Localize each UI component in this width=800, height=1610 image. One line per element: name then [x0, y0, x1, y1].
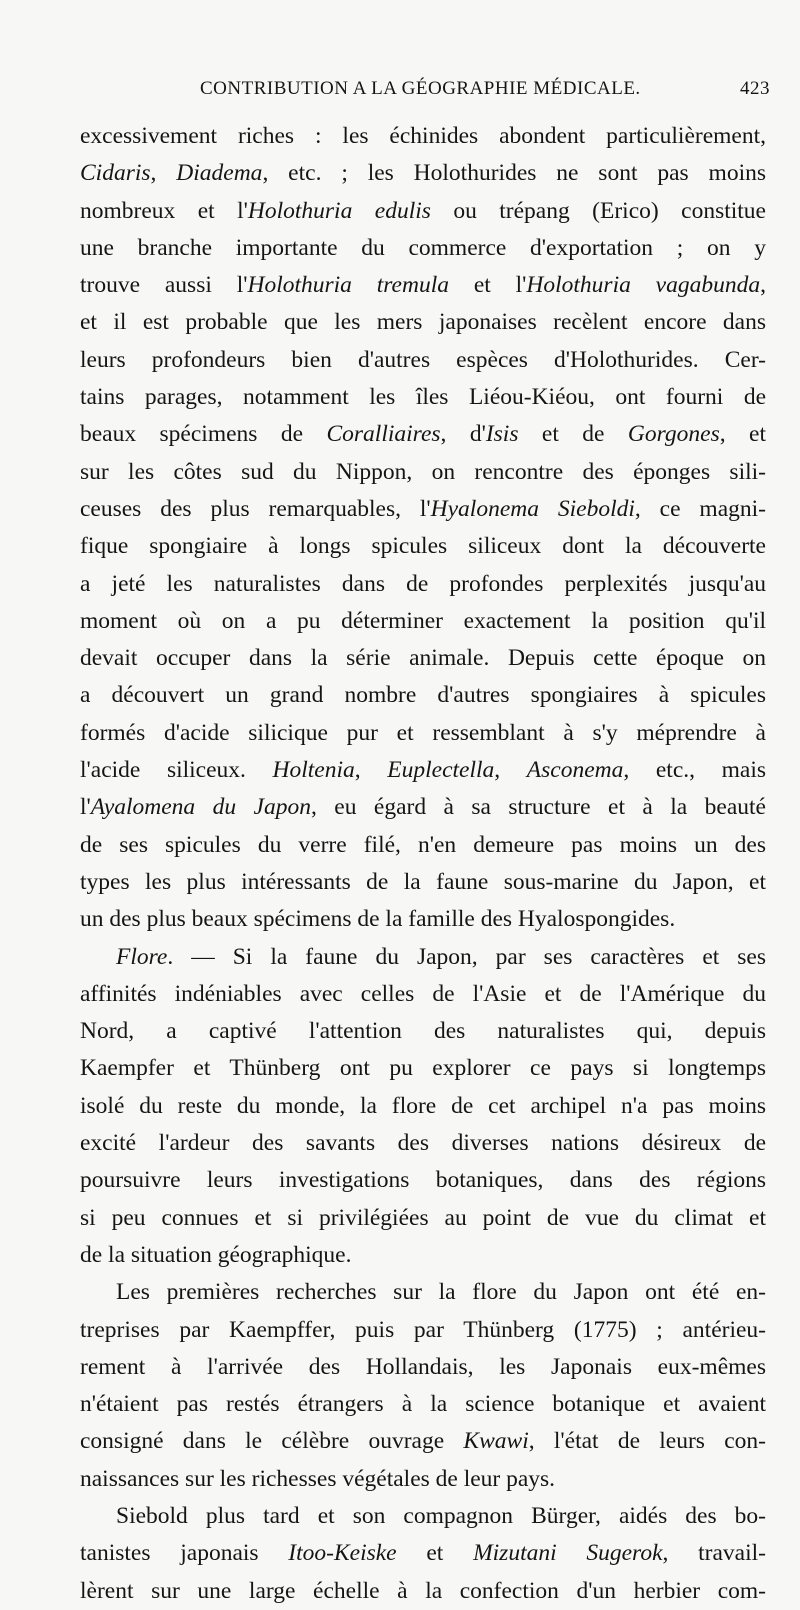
italic-term: Gorgones [627, 421, 720, 448]
text-line [80, 1573, 766, 1610]
text-run: affinités indéniables avec celles de l'Asie et de l'Amérique du [80, 980, 766, 1007]
text-line [80, 864, 766, 901]
text-line [80, 1200, 766, 1237]
text-line [80, 416, 766, 453]
text-line [80, 342, 766, 379]
text-line [80, 1349, 766, 1386]
text-run: , eu égard à sa structure et à la beauté [310, 794, 766, 821]
text-run: l' [80, 794, 91, 821]
text-run: , [760, 272, 766, 299]
text-run: leurs profondeurs bien d'autres espèces d'Holothurides. Cer- [80, 346, 766, 373]
text-run: formés d'acide silicique pur et ressemblant à s'y méprendre à [80, 719, 766, 746]
text-line [80, 454, 766, 491]
text-run: beaux spécimens de [80, 421, 327, 448]
text-run: , etc., mais [623, 757, 767, 784]
running-title: CONTRIBUTION A LA GÉOGRAPHIE MÉDICALE. [200, 78, 641, 99]
text-line [80, 752, 766, 789]
italic-term: Mizutani Sugerok [473, 1540, 663, 1567]
text-run: trouve aussi l' [80, 272, 248, 299]
text-run: Kaempfer et Thünberg ont pu explorer ce pays si longtemps [80, 1055, 766, 1082]
text-run: lèrent sur une large échelle à la confection d'un herbier com- [80, 1577, 766, 1604]
text-run: ceuses des plus remarquables, l' [80, 495, 431, 522]
text-line [80, 155, 766, 192]
italic-term: Kwawi [463, 1428, 529, 1455]
text-run: a découvert un grand nombre d'autres spongiaires à spicules [80, 682, 766, 709]
italic-term: Holtenia [272, 757, 355, 784]
text-run: et de [518, 421, 628, 448]
text-run: tains parages, notamment les îles Liéou-Kiéou, ont fourni de [80, 384, 766, 411]
italic-term: Itoo-Keiske [288, 1540, 397, 1567]
text-line [80, 1535, 766, 1572]
italic-term: Diadema [176, 160, 263, 187]
text-run: rement à l'arrivée des Hollandais, les Japonais eux-mêmes [80, 1353, 766, 1380]
italic-term: Flore [116, 943, 168, 970]
text-run: fique spongiaire à longs spicules siliceux dont la découverte [80, 533, 766, 560]
text-line [80, 715, 766, 752]
text-run: Nord, a captivé l'attention des naturalistes qui, depuis [80, 1018, 766, 1045]
text-run: ou trépang (Erico) constitue [430, 197, 766, 224]
text-run: et [396, 1540, 474, 1567]
text-run: . — Si la faune du Japon, par ses caractères et ses [167, 943, 766, 970]
text-run: sur les côtes sud du Nippon, on rencontre des éponges sili- [80, 458, 766, 485]
italic-term: Holothuria vagabunda [526, 272, 761, 299]
text-line [80, 640, 766, 677]
text-run: de la situation géographique. [80, 1241, 352, 1268]
text-line [80, 1237, 766, 1274]
text-run: , d' [440, 421, 486, 448]
text-run: excité l'ardeur des savants des diverses nations désireux de [80, 1130, 766, 1157]
text-run: , travail- [662, 1540, 766, 1567]
text-line [80, 1386, 766, 1423]
page-number: 423 [740, 78, 770, 99]
text-line [80, 1423, 766, 1460]
text-run: , et [719, 421, 767, 448]
text-line [80, 118, 766, 155]
text-run: l'acide siliceux. [80, 757, 273, 784]
italic-term: Isis [485, 421, 519, 448]
italic-term: Holothuria tremula [247, 272, 449, 299]
italic-term: Holothuria edulis [247, 197, 431, 224]
text-run: poursuivre leurs investigations botaniques, dans des régions [80, 1167, 766, 1194]
italic-term: Euplectella [387, 757, 495, 784]
text-run: , ce magni- [634, 495, 766, 522]
text-run: , [150, 160, 177, 187]
text-run: , [494, 757, 527, 784]
text-line [80, 939, 766, 976]
text-run: excessivement riches : les échinides abondent particulièrement, [80, 123, 766, 149]
text-run: de ses spicules du verre filé, n'en demeure pas moins un des [80, 831, 766, 858]
text-run: un des plus beaux spécimens de la famille des Hyalospongides. [80, 906, 676, 933]
text-line [80, 230, 766, 267]
italic-term: Cidaris [80, 160, 151, 187]
text-line [80, 1461, 766, 1498]
text-line [80, 603, 766, 640]
text-line [80, 566, 766, 603]
text-line [80, 677, 766, 714]
text-run: si peu connues et si privilégiées au point de vue du climat et [80, 1204, 766, 1231]
text-line [80, 1125, 766, 1162]
text-line [80, 193, 766, 230]
text-line [80, 304, 766, 341]
body-text [80, 118, 766, 1610]
text-line [80, 1162, 766, 1199]
text-line [80, 1274, 766, 1311]
text-run: treprises par Kaempffer, puis par Thünberg (1775) ; antérieu- [80, 1316, 766, 1343]
text-line [80, 827, 766, 864]
italic-term: Coralliaires [326, 421, 441, 448]
text-line [80, 491, 766, 528]
text-line [80, 1088, 766, 1125]
text-run: a jeté les naturalistes dans de profondes perplexités jusqu'au [80, 570, 766, 597]
text-run: et il est probable que les mers japonaises recèlent encore dans [80, 309, 766, 336]
text-run: Siebold plus tard et son compagnon Bürger, aidés des bo- [116, 1502, 766, 1529]
text-run: types les plus intéressants de la faune sous-marine du Japon, et [80, 868, 766, 895]
text-line [80, 267, 766, 304]
italic-term: Asconema [526, 757, 624, 784]
text-line [80, 1013, 766, 1050]
text-run: , etc. ; les Holothurides ne sont pas moins [262, 160, 766, 187]
text-run: moment où on a pu déterminer exactement la position qu'il [80, 607, 766, 634]
text-run: nombreux et l' [80, 197, 248, 224]
text-run: isolé du reste du monde, la flore de cet archipel n'a pas moins [80, 1092, 766, 1119]
italic-term: Ayalomena du Japon [90, 794, 311, 821]
text-line [80, 789, 766, 826]
text-run: consigné dans le célèbre ouvrage [80, 1428, 464, 1455]
text-line [80, 901, 766, 938]
text-line [80, 528, 766, 565]
text-line [80, 379, 766, 416]
text-line [80, 1312, 766, 1349]
text-run: devait occuper dans la série animale. Depuis cette époque on [80, 645, 766, 672]
text-run: Les premières recherches sur la flore du Japon ont été en- [116, 1279, 766, 1306]
text-line [80, 1050, 766, 1087]
text-run: et l' [449, 272, 527, 299]
text-run: , l'état de leurs con- [528, 1428, 766, 1455]
italic-term: Hyalonema Sieboldi [430, 495, 635, 522]
text-run: tanistes japonais [80, 1540, 289, 1567]
text-line [80, 976, 766, 1013]
text-run: une branche importante du commerce d'exportation ; on y [80, 234, 766, 261]
text-run: naissances sur les richesses végétales de leur pays. [80, 1465, 556, 1492]
text-line [80, 1498, 766, 1535]
text-run: n'étaient pas restés étrangers à la science botanique et avaient [80, 1391, 766, 1418]
text-run: , [354, 757, 388, 784]
